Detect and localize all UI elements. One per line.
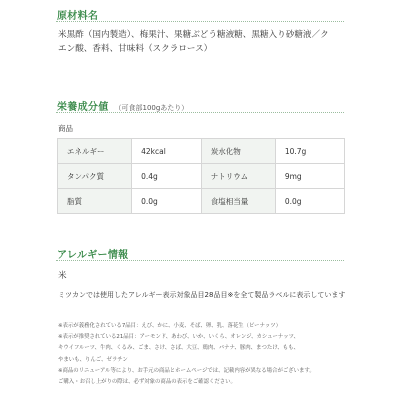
allergen-value: 米 — [58, 271, 67, 281]
ingredients-text: 米黒酢（国内製造）、梅果汁、果糖ぶどう糖液糖、黒糖入り砂糖液／ク エン酸、香料、甘味料（スクラロース） — [58, 30, 329, 54]
allergy-heading — [57, 246, 128, 261]
nutrition-value: 10.7g — [275, 139, 344, 164]
nutrition-heading — [57, 98, 188, 113]
nutrition-key: 脂質 — [58, 189, 132, 214]
nutrition-row — [58, 189, 345, 214]
allergy-statement: ミツカンでは使用したアレルギー表示対象品目28品目※を全て製品ラベルに表示しています — [58, 291, 346, 299]
nutrition-value: 0.0g — [275, 189, 344, 214]
nutrition-value: 9mg — [275, 164, 344, 189]
nutrition-key: タンパク質 — [58, 164, 132, 189]
ingredients-heading — [57, 7, 98, 22]
ingredients-divider — [56, 21, 344, 22]
nutrition-row — [58, 164, 345, 189]
allergy-notes: ※表示が義務化されている7品目：えび、かに、小麦、そば、卵、乳、落花生（ピーナッツ） ※表示が推奨されている21品目：アーモンド、あわび、いか、いくら、オレンジ、カシューナッツ、 キウイフルーツ、牛肉、くるみ、ごま、さけ、さば、大豆、鶏肉、バナナ、豚肉、まつたけ、もも、 やまいも、りんご、ゼラチン ※商品のリニューアル等により、お手元の商品とホームページでは、記載内容が異なる場合がございます。 ご購入・お召し上がりの際は、必ず対象の商品の表示をご確認ください。 — [58, 323, 315, 386]
nutrition-subheading: （可食部100gあたり） — [114, 104, 189, 112]
allergy-heading-text: アレルギー情報 — [57, 250, 129, 261]
nutrition-value: 42kcal — [132, 139, 202, 164]
nutrition-key: ナトリウム — [201, 164, 275, 189]
nutrition-key: エネルギー — [58, 139, 132, 164]
nutrition-value: 0.4g — [132, 164, 202, 189]
nutrition-key: 炭水化物 — [201, 139, 275, 164]
nutrition-heading-text: 栄養成分値 — [57, 102, 109, 113]
product-label: 商品 — [58, 124, 73, 133]
nutrition-value: 0.0g — [132, 189, 202, 214]
ingredients-heading-text: 原材料名 — [57, 11, 99, 22]
nutrition-key: 食塩相当量 — [201, 189, 275, 214]
allergy-divider — [56, 260, 344, 261]
nutrition-row — [58, 139, 345, 164]
nutrition-divider — [56, 112, 344, 113]
nutrition-table — [57, 138, 345, 214]
